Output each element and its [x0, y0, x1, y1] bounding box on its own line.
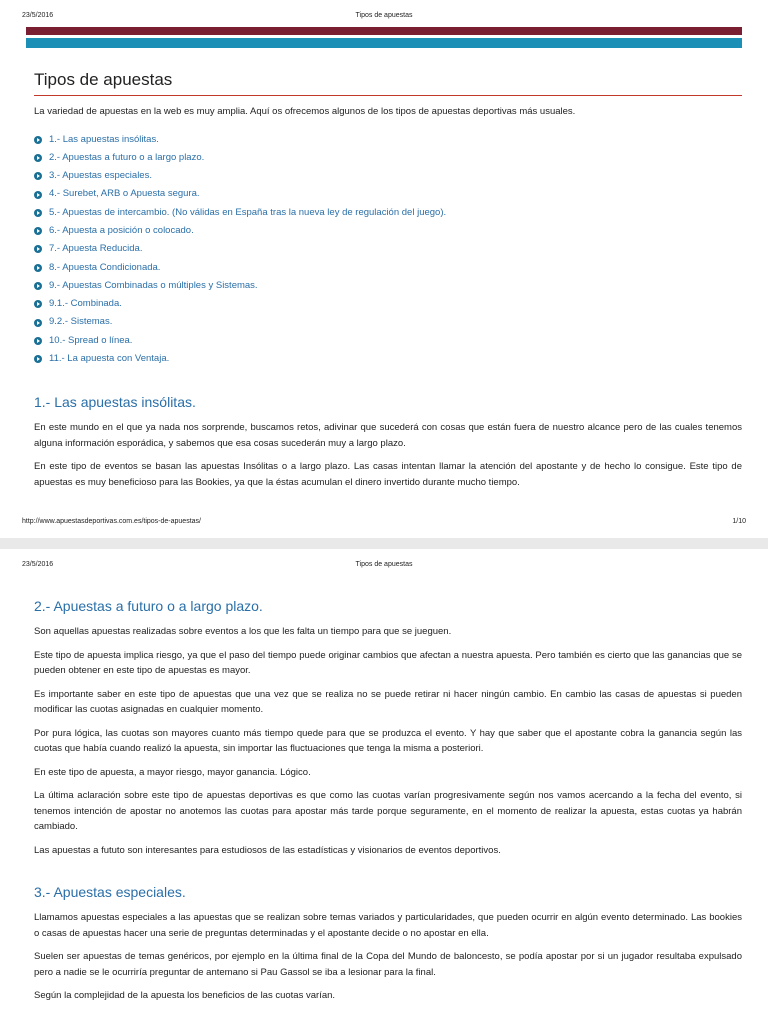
toc-item[interactable] [34, 204, 742, 222]
arrow-bullet-icon [34, 337, 42, 345]
arrow-bullet-icon [34, 191, 42, 199]
footer-page-number: 1/10 [732, 518, 746, 525]
toc-item[interactable] [34, 167, 742, 185]
toc-link[interactable]: 1.- Las apuestas insólitas. [49, 133, 159, 145]
arrow-bullet-icon [34, 245, 42, 253]
section-heading-3: 3.- Apuestas especiales. [34, 884, 186, 900]
arrow-bullet-icon [34, 355, 42, 363]
toc-item[interactable] [34, 222, 742, 240]
arrow-bullet-icon [34, 264, 42, 272]
article-content [34, 580, 742, 1004]
toc-item[interactable] [34, 350, 742, 368]
arrow-bullet-icon [34, 300, 42, 308]
banner-blue-stripe [26, 38, 742, 48]
section-heading-1: 1.- Las apuestas insólitas. [34, 394, 196, 411]
toc-link[interactable]: 10.- Spread o línea. [49, 334, 133, 346]
article-content [34, 68, 742, 490]
toc-link[interactable]: 9.- Apuestas Combinadas o múltiples y Sistemas. [49, 279, 258, 291]
header-title: Tipos de apuestas [355, 12, 413, 19]
arrow-bullet-icon [34, 319, 42, 327]
toc-link[interactable]: 7.- Apuesta Reducida. [49, 243, 143, 255]
arrow-bullet-icon [34, 136, 42, 144]
toc-item[interactable] [34, 277, 742, 295]
section1-paragraph: En este mundo en el que ya nada nos sorprende, buscamos retos, adivinar que sucederá con cosas que están fuera de nuestro alcance pero de las cuales tenemos alguna información esporádica, y sabemos que esa cosas sucederán muy a largo plazo. [34, 422, 742, 449]
arrow-bullet-icon [34, 209, 42, 217]
banner-dark-stripe [26, 27, 742, 35]
toc-link[interactable]: 5.- Apuestas de intercambio. (No válidas en España tras la nueva ley de regulación del juego). [49, 206, 447, 218]
header-title: Tipos de apuestas [355, 561, 413, 568]
toc-link[interactable]: 8.- Apuesta Condicionada. [49, 261, 161, 273]
section2-paragraph: La última aclaración sobre este tipo de apuestas deportivas es que como las cuotas varían progresivamente según nos vamos acercando a la fecha del evento, si tenemos intención de apostar no anotemos las cuotas para apostar más tarde porque seguramente, en el momento de realizar la apuesta, estas cuotas ya habrán cambiado. [34, 790, 742, 832]
page-title: Tipos de apuestas [34, 68, 742, 96]
section3-paragraph: Suelen ser apuestas de temas genéricos, por ejemplo en la última final de la Copa del Mundo de baloncesto, se podía apostar por si un jugador resultaba expulsado pero a nadie se le ocurriría preguntar de antemano si Pau Gassol se iba a lesionar para la final. [34, 951, 742, 978]
toc-link[interactable]: 11.- La apuesta con Ventaja. [49, 353, 170, 365]
pdf-page-2 [0, 549, 768, 1024]
toc-link[interactable]: 6.- Apuesta a posición o colocado. [49, 224, 194, 236]
section3-paragraph: Llamamos apuestas especiales a las apuestas que se realizan sobre temas variados y particularidades, que pueden ocurrir en algún evento determinado. Las bookies o casas de apuestas hacer una serie de preguntas determinadas y el apostante decide o no apostar en ella. [34, 912, 742, 939]
section2-paragraph: Este tipo de apuesta implica riesgo, ya que el paso del tiempo puede originar cambios que afectan a nuestra apuesta. Pero también es cierto que las ganancias que se pueden obtener en este tipo de apuestas es mayor. [34, 649, 742, 676]
site-banner [26, 27, 742, 48]
toc-link[interactable]: 4.- Surebet, ARB o Apuesta segura. [49, 188, 200, 200]
section1-paragraph: En este tipo de eventos se basan las apuestas Insólitas o a largo plazo. Las casas intentan llamar la atención del apostante y de hecho lo consigue. Este tipo de apuestas es muy beneficioso para las Bookies, ya que la éstas acumulan el dinero invertido durante mucho tiempo. [34, 461, 742, 488]
page-header [22, 561, 746, 573]
toc-item[interactable] [34, 332, 742, 350]
section3-paragraph: Según la complejidad de la apuesta los beneficios de las cuotas varían. [34, 990, 336, 1001]
table-of-contents [34, 131, 742, 369]
section2-paragraph: Por pura lógica, las cuotas son mayores cuanto más tiempo quede para que se produzca el evento. Y hay que saber que el apostante cobra la ganancia según las cuotas que había cuando realizó la apuesta, sin importar las fluctuaciones que tenga la misma a posteriori. [34, 727, 742, 754]
arrow-bullet-icon [34, 172, 42, 180]
toc-link[interactable]: 2.- Apuestas a futuro o a largo plazo. [49, 151, 205, 163]
toc-item[interactable] [34, 259, 742, 277]
toc-item[interactable] [34, 295, 742, 313]
toc-item[interactable] [34, 240, 742, 258]
section2-paragraph: Es importante saber en este tipo de apuestas que una vez que se realiza no se puede retirar ni hacer ningún cambio. En cambio las casas de apuestas si pueden modificar las cuotas asignadas en cualquier momento. [34, 688, 742, 715]
toc-link[interactable]: 9.1.- Combinada. [49, 298, 122, 310]
toc-item[interactable] [34, 131, 742, 149]
arrow-bullet-icon [34, 282, 42, 290]
footer-url: http://www.apuestasdeportivas.com.es/tipos-de-apuestas/ [22, 518, 201, 525]
header-date: 23/5/2016 [22, 561, 54, 568]
toc-item[interactable] [34, 149, 742, 167]
header-date: 23/5/2016 [22, 12, 54, 19]
page-footer [22, 518, 746, 530]
toc-link[interactable]: 9.2.- Sistemas. [49, 316, 113, 328]
toc-item[interactable] [34, 313, 742, 331]
toc-link[interactable]: 3.- Apuestas especiales. [49, 170, 152, 182]
section2-paragraph: En este tipo de apuesta, a mayor riesgo, mayor ganancia. Lógico. [34, 766, 311, 778]
intro-paragraph: La variedad de apuestas en la web es muy amplia. Aquí os ofrecemos algunos de los tipos de apuestas deportivas más usuales. [34, 106, 576, 117]
section-heading-2: 2.- Apuestas a futuro o a largo plazo. [34, 598, 263, 614]
arrow-bullet-icon [34, 227, 42, 235]
toc-item[interactable] [34, 185, 742, 203]
arrow-bullet-icon [34, 154, 42, 162]
page-header [22, 12, 746, 24]
section2-paragraph: Son aquellas apuestas realizadas sobre eventos a los que les falta un tiempo para que se jueguen. [34, 626, 452, 637]
section2-paragraph: Las apuestas a fututo son interesantes para estudiosos de las estadísticas y visionarios de eventos deportivos. [34, 844, 501, 856]
